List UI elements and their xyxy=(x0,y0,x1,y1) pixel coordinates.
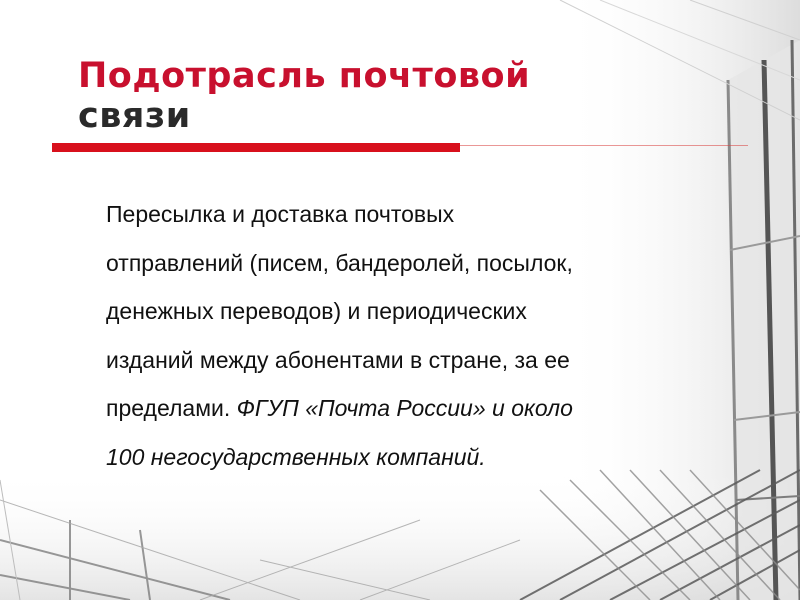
body-line: отправлений (писем, бандеролей, посылок, xyxy=(106,249,573,276)
body-line: изданий между абонентами в стране, за ее xyxy=(106,346,570,373)
slide-title-line-1: Подотрасль почтовой xyxy=(78,56,531,96)
slide-title-line-2: связи xyxy=(78,96,191,136)
body-line: денежных переводов) и периодических xyxy=(106,298,527,325)
title-accent-bar xyxy=(52,143,460,152)
body-line-regular: пределами. xyxy=(106,395,231,422)
body-line: Пересылка и доставка почтовых xyxy=(106,201,455,227)
title-accent-line xyxy=(460,145,748,146)
slide-title xyxy=(78,56,638,136)
slide-body-text xyxy=(106,190,716,482)
body-line-italic: 100 негосударственных компаний. xyxy=(106,443,486,470)
body-line-italic: ФГУП «Почта России» и около xyxy=(236,395,573,422)
